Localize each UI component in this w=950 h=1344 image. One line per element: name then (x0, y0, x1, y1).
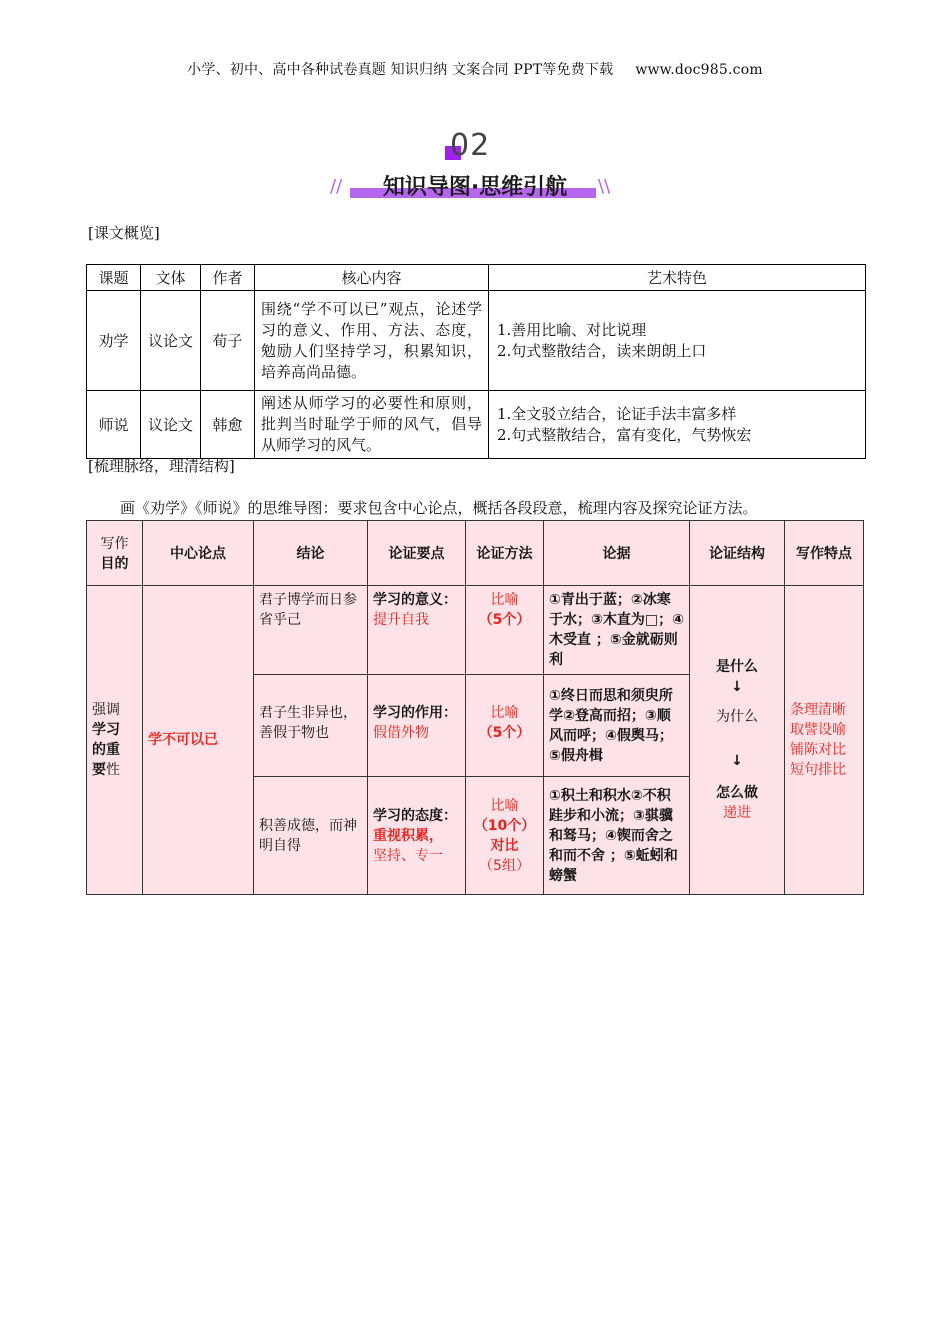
header-purpose-line2: 目的 (100, 556, 129, 572)
header-cell-title: 课题 (87, 265, 141, 291)
point-value: 坚持、专一 (373, 847, 443, 864)
feature-line: 铺陈对比 (790, 742, 846, 758)
header-text: 小学、初中、高中各种试卷真题 知识归纳 文案合同 PPT等免费下载 (187, 62, 614, 78)
header-cell-conclusion: 结论 (254, 521, 368, 586)
header-cell-thesis: 中心论点 (143, 521, 254, 586)
header-url[interactable]: www.doc985.com (635, 62, 763, 78)
cell-method (466, 586, 544, 675)
cell-method (466, 777, 544, 895)
method-line: （5组） (479, 857, 530, 874)
cell-author: 韩愈 (201, 391, 255, 459)
purpose-line: 性 (106, 762, 120, 778)
header-cell-points: 论证要点 (368, 521, 466, 586)
cell-conclusion: 君子博学而日参省乎己 (254, 586, 368, 675)
method-line: 比喻 (490, 592, 519, 608)
header-cell-author: 作者 (201, 265, 255, 291)
section-badge (330, 128, 620, 204)
cell-evidence: ①终日而思和须臾所学②登高而招；③顺风而呼；④假舆马；⑤假舟楫 (544, 675, 690, 777)
purpose-line: 的重 (92, 742, 120, 758)
method-line: 比喻 (490, 705, 519, 721)
cell-method (466, 675, 544, 777)
point-value: 提升自我 (373, 612, 429, 628)
point-value: 假借外物 (373, 725, 429, 741)
header-purpose-line1: 写作 (100, 536, 129, 552)
header-cell-purpose (87, 521, 143, 586)
page-header (0, 59, 950, 79)
art-line: 2.句式整散结合，富有变化，气势恢宏 (497, 425, 752, 444)
header-cell-evidence: 论据 (544, 521, 690, 586)
point-label: 学习的作用： (373, 705, 457, 721)
cell-conclusion: 积善成德，而神明自得 (254, 777, 368, 895)
header-cell-feature: 写作特点 (785, 521, 864, 586)
badge-slash-left: // (330, 176, 343, 197)
header-cell-genre: 文体 (141, 265, 201, 291)
cell-points (368, 777, 466, 895)
method-line: （5个） (478, 612, 531, 628)
point-value: 重视积累， (373, 827, 443, 844)
cell-points (368, 675, 466, 777)
structure-type: 递进 (723, 805, 751, 821)
cell-core: 阐述从师学习的必要性和原则，批判当时耻学于师的风气，倡导从师学习的风气。 (255, 391, 489, 459)
header-cell-core: 核心内容 (255, 265, 489, 291)
purpose-line: 学习 (92, 722, 120, 738)
cell-evidence: ①青出于蓝；②冰寒于水；③木直为□；④木受直 ；⑤金就砺则利 (544, 586, 690, 675)
cell-title: 师说 (87, 391, 141, 459)
header-cell-structure: 论证结构 (690, 521, 785, 586)
mindmap-table (86, 520, 864, 895)
table-header-row (87, 521, 864, 586)
feature-line: 短句排比 (790, 762, 846, 778)
cell-purpose (87, 586, 143, 895)
badge-number: 02 (450, 128, 491, 163)
section-label-structure: [梳理脉络，理清结构] (88, 457, 235, 475)
purpose-line: 强调 (92, 702, 120, 718)
method-line: （5个） (478, 725, 531, 741)
cell-author: 荀子 (201, 291, 255, 391)
method-line: 对比 (490, 837, 519, 854)
table-header-row (87, 265, 866, 291)
arrow-down-icon: ↓ (731, 679, 743, 695)
cell-conclusion: 君子生非异也，善假于物也 (254, 675, 368, 777)
structure-step: 为什么 (716, 709, 758, 725)
cell-art (489, 391, 866, 459)
cell-feature (785, 586, 864, 895)
feature-line: 条理清晰 (790, 702, 846, 718)
art-line: 2.句式整散结合，读来朗朗上口 (497, 341, 707, 360)
header-cell-art: 艺术特色 (489, 265, 866, 291)
method-line: （10个） (473, 817, 536, 834)
structure-step: 是什么 (716, 659, 758, 675)
cell-thesis: 学不可以已 (143, 586, 254, 895)
section-label-overview: [课文概览] (88, 224, 160, 242)
overview-table (86, 264, 866, 459)
cell-title: 劝学 (87, 291, 141, 391)
point-label: 学习的意义： (373, 592, 457, 608)
method-line: 比喻 (490, 797, 519, 814)
badge-slash-right: \\ (598, 176, 611, 197)
table-row (87, 391, 866, 459)
art-line: 1.全文驳立结合，论证手法丰富多样 (497, 404, 737, 423)
arrow-down-icon: ↓ (731, 753, 743, 769)
cell-evidence: ①积土和积水②不积跬步和小流；③骐骥和驽马；④锲而舍之和而不舍 ；⑤蚯蚓和螃蟹 (544, 777, 690, 895)
cell-genre: 议论文 (141, 391, 201, 459)
cell-genre: 议论文 (141, 291, 201, 391)
header-cell-method: 论证方法 (466, 521, 544, 586)
table-row (87, 291, 866, 391)
art-line: 1.善用比喻、对比说理 (497, 320, 647, 339)
cell-points (368, 586, 466, 675)
cell-core: 围绕“学不可以已”观点，论述学习的意义、作用、方法、态度，勉励人们坚持学习，积累知识，培养高尚品德。 (255, 291, 489, 391)
table-row (87, 586, 864, 675)
badge-title: 知识导图·思维引航 (382, 175, 568, 200)
feature-line: 取譬设喻 (790, 722, 846, 738)
purpose-line: 要 (92, 762, 106, 778)
intro-paragraph: 画《劝学》《师说》的思维导图：要求包含中心论点，概括各段段意，梳理内容及探究论证方法。 (120, 499, 758, 517)
point-label: 学习的态度： (373, 807, 457, 824)
structure-step: 怎么做 (716, 785, 758, 801)
cell-art (489, 291, 866, 391)
cell-structure (690, 586, 785, 895)
